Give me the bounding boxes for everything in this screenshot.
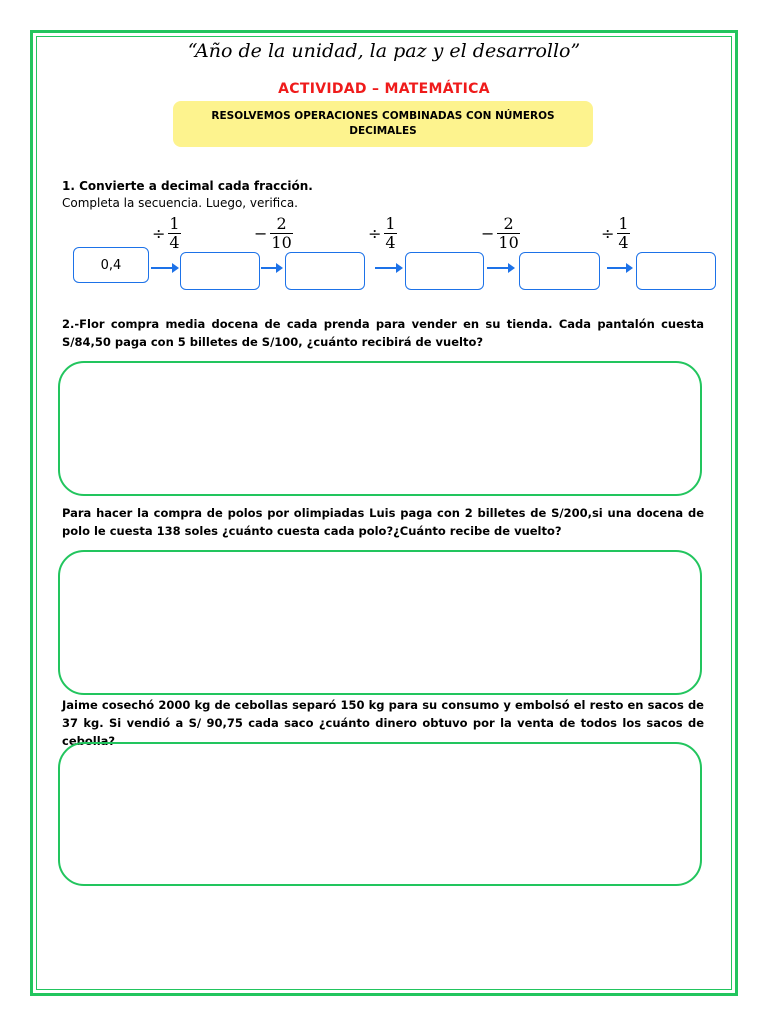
question-1-title: 1. Convierte a decimal cada fracción.	[62, 179, 313, 193]
topic-banner	[173, 101, 593, 147]
sequence-answer-box-5[interactable]	[636, 252, 716, 290]
operation-2-operator: −	[254, 224, 268, 243]
operation-5	[601, 215, 630, 252]
operation-3-numerator: 1	[385, 214, 396, 233]
operation-4-denominator: 10	[498, 233, 519, 252]
arrow-1	[151, 267, 177, 269]
operation-3	[368, 215, 397, 252]
sequence-answer-box-1[interactable]	[180, 252, 260, 290]
operation-2-denominator: 10	[271, 233, 292, 252]
topic-banner-text: RESOLVEMOS OPERACIONES COMBINADAS CON NÚMEROS DECIMALES	[211, 110, 555, 137]
sequence-start-box	[73, 247, 149, 283]
sequence-answer-box-4[interactable]	[519, 252, 600, 290]
arrow-5	[607, 267, 631, 269]
sequence-start-value: 0,4	[100, 257, 122, 273]
motto-heading: “Año de la unidad, la paz y el desarrollo”	[187, 40, 581, 62]
operation-1-denominator: 4	[169, 233, 180, 252]
operation-1	[152, 215, 181, 252]
operation-4-numerator: 2	[503, 214, 514, 233]
operation-5-denominator: 4	[618, 233, 629, 252]
operation-3-operator: ÷	[368, 224, 382, 243]
question-4-answer-box[interactable]	[58, 742, 702, 886]
arrow-2	[261, 267, 281, 269]
operation-2-numerator: 2	[276, 214, 287, 233]
operation-1-numerator: 1	[169, 214, 180, 233]
operation-4	[481, 215, 520, 252]
activity-title: ACTIVIDAD – MATEMÁTICA	[278, 81, 490, 97]
operation-5-numerator: 1	[618, 214, 629, 233]
question-3-text: Para hacer la compra de polos por olimpiadas Luis paga con 2 billetes de S/200,si una docena de polo le cuesta 138 soles ¿cuánto cuesta cada polo?¿Cuánto recibe de vuelto?	[62, 506, 704, 538]
question-4-text: Jaime cosechó 2000 kg de cebollas separó 150 kg para su consumo y embolsó el resto en sacos de 37 kg. Si vendió a S/ 90,75 cada saco ¿cuánto dinero obtuvo por la venta de todos los sacos de cebolla?	[62, 698, 704, 748]
question-2-answer-box[interactable]	[58, 361, 702, 496]
question-3-answer-box[interactable]	[58, 550, 702, 695]
operation-3-denominator: 4	[385, 233, 396, 252]
operation-5-operator: ÷	[601, 224, 615, 243]
operation-2	[254, 215, 293, 252]
arrow-4	[487, 267, 513, 269]
sequence-answer-box-2[interactable]	[285, 252, 365, 290]
question-1-subtitle: Completa la secuencia. Luego, verifica.	[62, 196, 298, 210]
operation-1-operator: ÷	[152, 224, 166, 243]
arrow-3	[375, 267, 401, 269]
sequence-answer-box-3[interactable]	[405, 252, 484, 290]
operation-4-operator: −	[481, 224, 495, 243]
question-2-text: 2.-Flor compra media docena de cada prenda para vender en su tienda. Cada pantalón cuesta S/84,50 paga con 5 billetes de S/100, ¿cuánto recibirá de vuelto?	[62, 317, 704, 349]
